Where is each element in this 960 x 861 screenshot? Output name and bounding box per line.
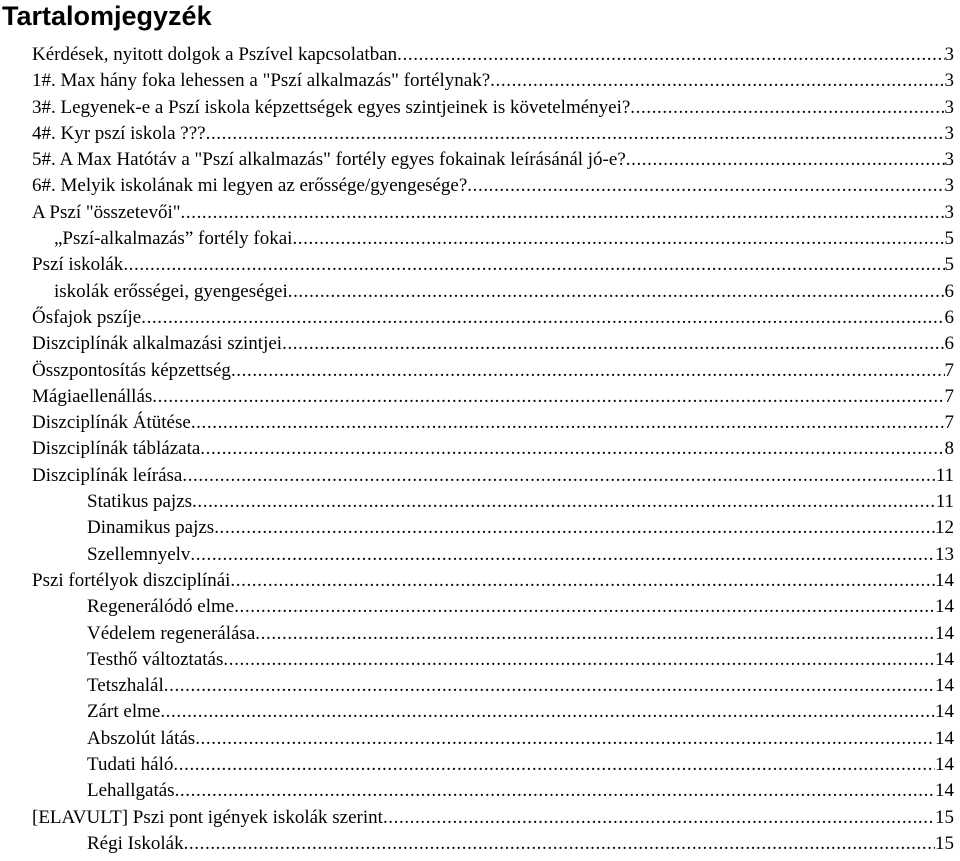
toc-entry[interactable] bbox=[32, 594, 954, 620]
toc-entry[interactable] bbox=[32, 410, 954, 436]
toc-entry[interactable] bbox=[32, 463, 954, 489]
toc-page-number: 3 bbox=[944, 149, 954, 171]
toc-entry[interactable] bbox=[32, 305, 954, 331]
toc-page-number: 3 bbox=[944, 201, 954, 223]
toc-entry-title: Diszciplínák alkalmazási szintjei bbox=[32, 333, 283, 355]
toc-entry-title: Statikus pajzs bbox=[87, 491, 193, 513]
toc-entry-title: Abszolút látás bbox=[87, 727, 196, 749]
toc-dot-leader bbox=[190, 542, 935, 568]
toc-title: Tartalomjegyzék bbox=[2, 1, 212, 31]
toc-page-number: 7 bbox=[944, 385, 954, 407]
toc-entry-title: Lehallgatás bbox=[87, 780, 175, 802]
toc-page-number: 15 bbox=[935, 832, 954, 854]
toc-entry-title: Diszciplínák táblázata bbox=[32, 438, 201, 460]
toc-entry-title: Ősfajok pszíje bbox=[32, 306, 142, 328]
toc-entry[interactable] bbox=[32, 726, 954, 752]
toc-entry[interactable] bbox=[32, 226, 954, 252]
toc-entry-title: Pszí iskolák bbox=[32, 254, 124, 276]
toc-entry-title: 5#. A Max Hatótáv a "Pszí alkalmazás" fortély egyes fokainak leírásánál jó-e? bbox=[32, 149, 626, 171]
toc-page-number: 7 bbox=[944, 359, 954, 381]
toc-entry[interactable] bbox=[32, 173, 954, 199]
toc-page-number: 14 bbox=[935, 675, 954, 697]
toc-page-number: 6 bbox=[944, 333, 954, 355]
toc-entry-title: Dinamikus pajzs bbox=[87, 517, 215, 539]
toc-entry[interactable] bbox=[32, 252, 954, 278]
toc-page-number: 14 bbox=[935, 754, 954, 776]
toc-dot-leader bbox=[152, 384, 944, 410]
toc-entry-title: Tetszhalál bbox=[87, 675, 164, 697]
toc-page-number: 14 bbox=[935, 780, 954, 802]
toc-page-number: 14 bbox=[935, 569, 954, 591]
toc-page-number: 12 bbox=[935, 517, 954, 539]
toc-page-number: 14 bbox=[935, 727, 954, 749]
toc-entry[interactable] bbox=[32, 147, 954, 173]
toc-dot-leader bbox=[195, 726, 935, 752]
toc-entry[interactable] bbox=[32, 699, 954, 725]
toc-entry[interactable] bbox=[32, 621, 954, 647]
toc-dot-leader bbox=[123, 252, 944, 278]
toc-dot-leader bbox=[234, 594, 935, 620]
toc-dot-leader bbox=[630, 95, 944, 121]
toc-entry[interactable] bbox=[32, 68, 954, 94]
toc-dot-leader bbox=[173, 752, 935, 778]
toc-page-number: 6 bbox=[944, 280, 954, 302]
toc-entry-title: A Pszí "összetevői" bbox=[32, 201, 181, 223]
toc-page-number: 14 bbox=[935, 596, 954, 618]
toc-dot-leader bbox=[383, 805, 935, 831]
toc-entry[interactable] bbox=[32, 752, 954, 778]
toc-entry-title: Tudati háló bbox=[87, 754, 174, 776]
toc-entry-title: 1#. Max hány foka lehessen a "Pszí alkalmazás" fortélynak? bbox=[32, 70, 491, 92]
toc-entry-title: Kérdések, nyitott dolgok a Pszível kapcsolatban bbox=[32, 44, 398, 65]
toc-dot-leader bbox=[160, 699, 935, 725]
toc-entry-title: Diszciplínák Átütése bbox=[32, 412, 191, 434]
toc-dot-leader bbox=[397, 42, 944, 68]
toc-page-number: 14 bbox=[935, 648, 954, 670]
toc-dot-leader bbox=[467, 173, 944, 199]
toc-page-number: 3 bbox=[944, 175, 954, 197]
toc-entry-title: Mágiaellenállás bbox=[32, 385, 153, 407]
toc-page-number: 6 bbox=[944, 306, 954, 328]
toc-entry[interactable] bbox=[32, 42, 954, 68]
toc-entry-title: Testhő változtatás bbox=[87, 648, 224, 670]
toc-dot-leader bbox=[288, 279, 945, 305]
toc-page-number: 3 bbox=[944, 122, 954, 144]
toc-entry-title: Regenerálódó elme bbox=[87, 596, 235, 618]
toc-dot-leader bbox=[141, 305, 944, 331]
toc-dot-leader bbox=[200, 436, 944, 462]
toc-dot-leader bbox=[164, 673, 935, 699]
toc-page-number: 14 bbox=[935, 622, 954, 644]
toc-page-number: 14 bbox=[935, 701, 954, 723]
toc-page-number: 7 bbox=[944, 412, 954, 434]
toc-dot-leader bbox=[206, 121, 945, 147]
toc-dot-leader bbox=[191, 410, 945, 436]
toc-entry-title: Diszciplínák leírása bbox=[32, 464, 183, 486]
toc-dot-leader bbox=[255, 621, 935, 647]
toc-entry-title: Zárt elme bbox=[87, 701, 161, 723]
toc-entry[interactable] bbox=[32, 121, 954, 147]
toc-page-number: 3 bbox=[944, 44, 954, 65]
toc-entry-title: 6#. Melyik iskolának mi legyen az erőssége/gyengesége? bbox=[32, 175, 468, 197]
toc-dot-leader bbox=[626, 147, 945, 173]
toc-entry-title: Pszi fortélyok diszciplínái bbox=[32, 569, 231, 591]
toc-entry-title: Összpontosítás képzettség bbox=[32, 359, 231, 381]
toc-entry-title: Védelem regenerálása bbox=[87, 622, 256, 644]
toc-dot-leader bbox=[214, 515, 935, 541]
toc-entry[interactable] bbox=[32, 95, 954, 121]
toc-dot-leader bbox=[182, 463, 935, 489]
toc-entry[interactable] bbox=[32, 647, 954, 673]
toc-entry[interactable] bbox=[32, 805, 954, 831]
toc-entry-title: 3#. Legyenek-e a Pszí iskola képzettségek egyes szintjeinek is követelményei? bbox=[32, 96, 631, 118]
toc-entry[interactable] bbox=[32, 778, 954, 804]
toc-page-number: 8 bbox=[944, 438, 954, 460]
toc-entry[interactable] bbox=[32, 542, 954, 568]
toc-entry[interactable] bbox=[32, 436, 954, 462]
toc-dot-leader bbox=[490, 68, 944, 94]
toc-entry[interactable] bbox=[32, 831, 954, 857]
toc-entry[interactable] bbox=[32, 279, 954, 305]
toc-dot-leader bbox=[282, 331, 944, 357]
toc-dot-leader bbox=[231, 358, 945, 384]
toc-entry[interactable] bbox=[32, 331, 954, 357]
toc-page-number: 11 bbox=[935, 464, 954, 486]
toc-entry[interactable] bbox=[32, 489, 954, 515]
toc-entry-title: „Pszí-alkalmazás” fortély fokai bbox=[54, 228, 293, 250]
toc-dot-leader bbox=[181, 200, 945, 226]
toc-page-number: 13 bbox=[935, 543, 954, 565]
toc-entry[interactable] bbox=[32, 568, 954, 594]
toc-entry-title: iskolák erősségei, gyengeségei bbox=[54, 280, 288, 302]
toc-page-number: 11 bbox=[935, 491, 954, 513]
toc-entry-title: Szellemnyelv bbox=[87, 543, 191, 565]
toc-page-number: 15 bbox=[935, 806, 954, 828]
toc-page-number: 3 bbox=[944, 70, 954, 92]
toc-page-number: 5 bbox=[944, 254, 954, 276]
toc-entry-title: Régi Iskolák bbox=[87, 832, 184, 854]
toc-dot-leader bbox=[175, 778, 935, 804]
toc-page-number: 5 bbox=[944, 228, 954, 250]
toc-entry[interactable] bbox=[32, 673, 954, 699]
toc-entry-title: 4#. Kyr pszí iskola ??? bbox=[32, 122, 206, 144]
toc-dot-leader bbox=[230, 568, 935, 594]
toc-dot-leader bbox=[292, 226, 944, 252]
toc-page-number: 3 bbox=[944, 96, 954, 118]
toc-entry[interactable] bbox=[32, 515, 954, 541]
toc-entry[interactable] bbox=[32, 200, 954, 226]
toc-dot-leader bbox=[223, 647, 935, 673]
toc-dot-leader bbox=[192, 489, 936, 515]
toc-entry-title: [ELAVULT] Pszi pont igények iskolák szerint bbox=[32, 806, 383, 828]
toc-dot-leader bbox=[184, 831, 935, 857]
toc-entry[interactable] bbox=[32, 384, 954, 410]
toc-list bbox=[32, 42, 954, 857]
toc-entry[interactable] bbox=[32, 358, 954, 384]
